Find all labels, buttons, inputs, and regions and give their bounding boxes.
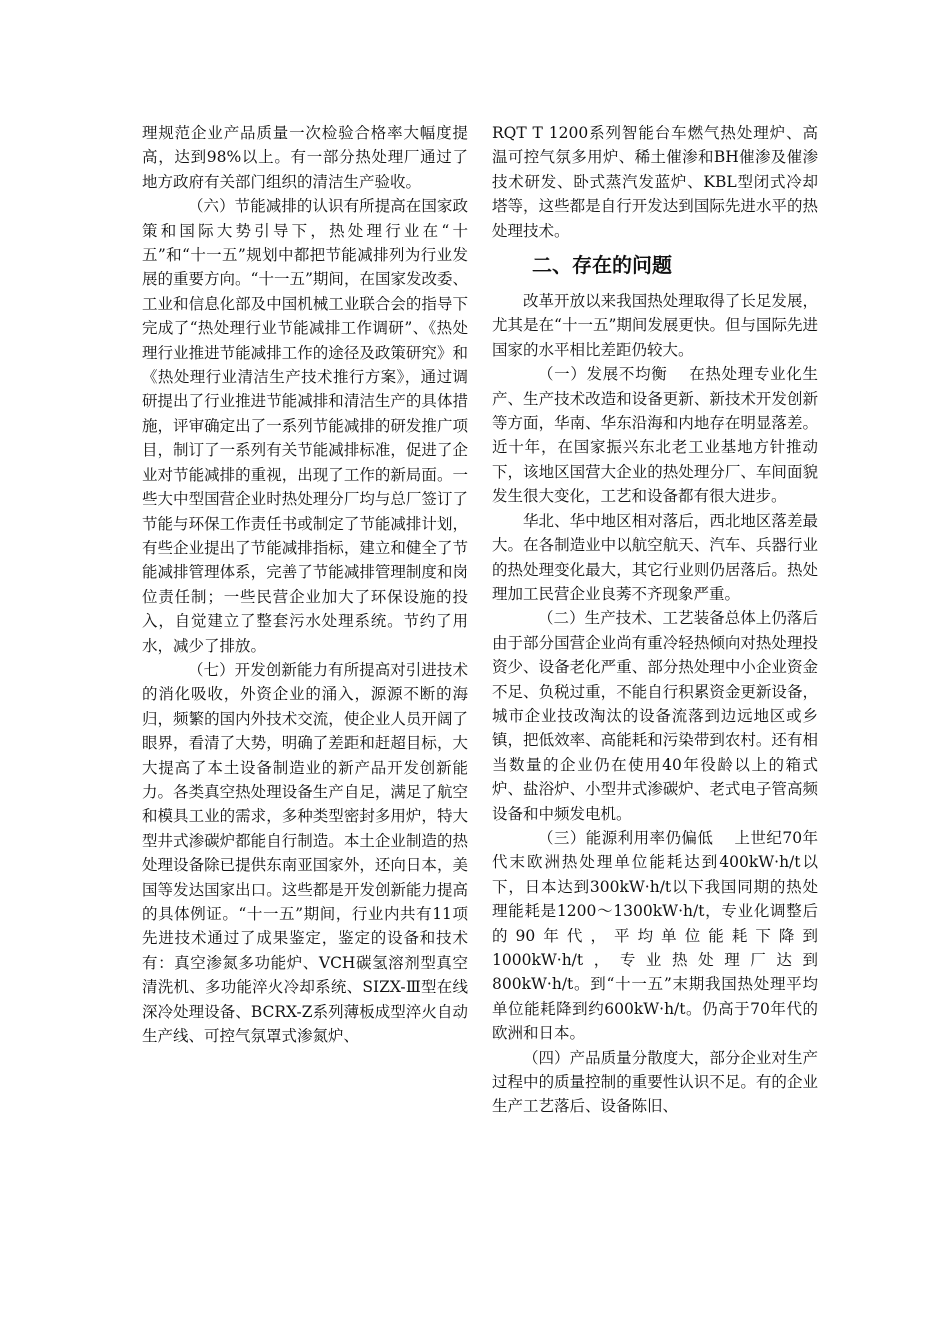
paragraph-energy-saving: （六）节能减排的认识有所提高在国家政策和国际大势引导下，热处理行业在“十五”和“十一五”规划中都把节能减排列为行业发展的重要方向。“十一五”期间，在国家发改委、工业和信息化部及中国机械工业联合会的指导下完成了“热处理行业节能减排工作调研”、《热处理行业推进节能减排工作的途径及政策研究》和《热处理行业清洁生产技术推行方案》，通过调研提出了行业推进节能减排和清洁生产的具体措施，评审确定出了一系列节能减排的研发推广项目，制订了一系列有关节能减排标准，促进了企业对节能减排的重视，出现了工作的新局面。一些大中型国营企业时热处理分厂均与总厂签订了节能与环保工作责任书或制定了节能减排计划，有些企业提出了节能减排指标，建立和健全了节能减排管理体系，完善了节能减排管理制度和岗位责任制；一些民营企业加大了环保设施的投入，自觉建立了整套污水处理系统。节约了用水，减少了排放。	[142, 197, 468, 655]
paragraph-outdated-equipment: （二）生产技术、工艺装备总体上仍落后由于部分国营企业尚有重冷轻热倾向对热处理投资少、设备老化严重、部分热处理中小企业资金不足、负税过重，不能自行积累资金更新设备，城市企业技改淘汰的设备流落到边远地区或乡镇，把低效率、高能耗和污染带到农村。还有相当数量的企业仍在使用40年役龄以上的箱式炉、盐浴炉、小型井式渗碳炉、老式电子管高频设备和中频发电机。	[492, 609, 818, 823]
paragraph-quality-continued: 理规范企业产品质量一次检验合格率大幅度提高，达到98%以上。有一部分热处理厂通过了地方政府有关部门组织的清洁生产验收。	[142, 124, 468, 191]
paragraph-technology-list: RQT T 1200系列智能台车燃气热处理炉、高温可控气氛多用炉、稀土催渗和BH催渗及催渗技术研发、卧式蒸汽发蓝炉、KBL型闭式冷却塔等，这些都是自行开发达到国际先进水平的热处理技术。	[492, 124, 818, 240]
paragraph-energy-efficiency: （三）能源利用率仍偏低 上世纪70年代末欧洲热处理单位能耗达到400kW·h/t以下，日本达到300kW·h/t以下我国同期的热处理能耗是1200～1300kW·h/t，专业化调整后的90年代，平均单位能耗下降到1000kW·h/t，专业热处理厂达到800kW·h/t。到“十一五”末期我国热处理平均单位能耗降到约600kW·h/t。仍高于70年代的欧洲和日本。	[492, 828, 818, 1043]
paragraph-problems-intro: 改革开放以来我国热处理取得了长足发展，尤其是在“十一五”期间发展更快。但与国际先进国家的水平相比差距仍较大。	[492, 292, 818, 359]
paragraph-regional-gap: 华北、华中地区相对落后，西北地区落差最大。在各制造业中以航空航天、汽车、兵器行业的热处理变化最大，其它行业则仍居落后。热处理加工民营企业良莠不齐现象严重。	[492, 511, 818, 603]
paragraph-innovation: （七）开发创新能力有所提高对引进技术的消化吸收，外资企业的涌入，源源不断的海归，频繁的国内外技术交流，使企业人员开阔了眼界，看清了大势，明确了差距和赶超目标，大大提高了本土设备制造业的新产品开发创新能力。各类真空热处理设备生产自足，满足了航空和模具工业的需求，多种类型密封多用炉，特大型井式渗碳炉都能自行制造。本土企业制造的热处理设备除已提供东南亚国家外，还向日本，美国等发达国家出口。这些都是开发创新能力提高的具体例证。“十一五”期间，行业内共有11项先进技术通过了成果鉴定，鉴定的设备和技术有：真空渗氮多功能炉、VCH碳氢溶剂型真空清洗机、多功能淬火冷却系统、SIZX-Ⅲ型在线深冷处理设备、BCRX-Z系列薄板成型淬火自动生产线、可控气氛罩式渗氮炉、	[142, 660, 468, 1046]
section-heading-problems: 二、存在的问题	[532, 253, 672, 278]
left-column	[142, 121, 468, 1048]
right-column	[492, 121, 818, 1119]
paragraph-uneven-development: （一）发展不均衡 在热处理专业化生产、生产技术改造和设备更新、新技术开发创新等方面，华南、华东沿海和内地存在明显落差。近十年，在国家振兴东北老工业基地方针推动下，该地区国营大企业的热处理分厂、车间面貌发生很大变化，工艺和设备都有很大进步。	[492, 365, 818, 506]
paragraph-quality-dispersion: （四）产品质量分散度大，部分企业对生产过程中的质量控制的重要性认识不足。有的企业生产工艺落后、设备陈旧、	[492, 1048, 818, 1116]
